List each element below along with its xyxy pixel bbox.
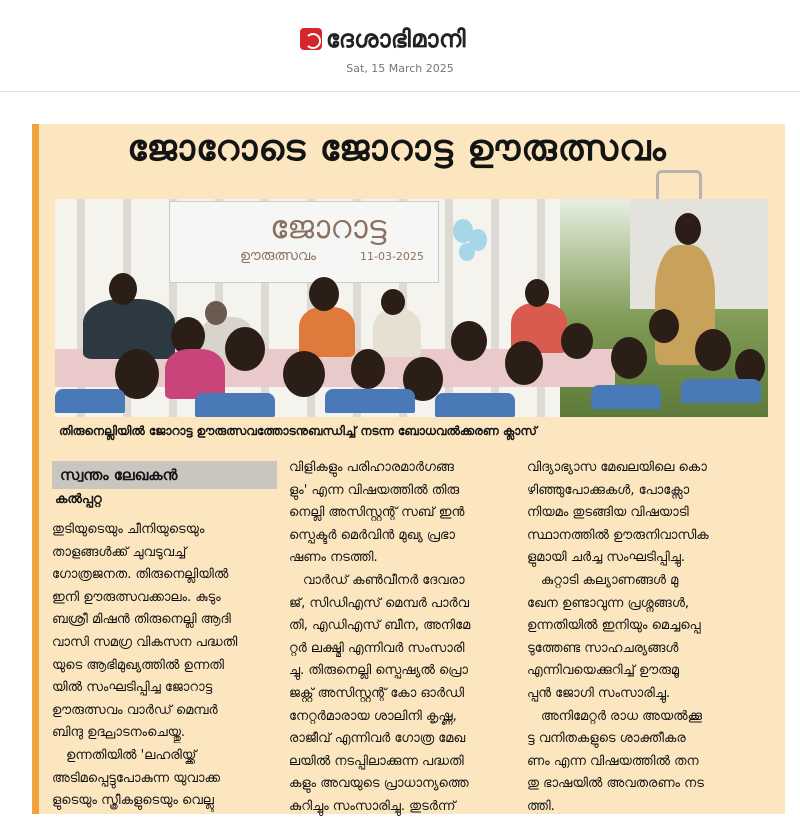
text-line: കുറ്റാടി കല്യാണങ്ങൾ മു	[541, 572, 679, 588]
text-line: താളങ്ങൾക്ക് ചുവടുവച്ച്	[52, 544, 187, 560]
person	[373, 309, 421, 357]
balloon	[459, 243, 475, 261]
text-line: ട്ട വനിതകളുടെ ശാക്തീകര	[527, 731, 686, 747]
text-line: വാർഡ് കൺവീനർ ദേവരാ	[303, 572, 465, 588]
banner-text-2: ഊരുത്സവം	[240, 248, 317, 264]
text-line: തി, എഡിഎസ് ബീന, അനിമേ	[289, 618, 471, 634]
text-line: കുറിച്ചും സംസാരിച്ചു. തുടർന്ന്	[289, 798, 456, 814]
chair	[681, 379, 761, 403]
person-head	[381, 289, 405, 315]
text-line: വാസി സമഗ്ര വികസന പദ്ധതി	[52, 634, 238, 650]
person	[299, 307, 355, 357]
text-line: അടിമപ്പെട്ടുപോകുന്ന യുവാക്ക	[52, 770, 220, 786]
text-line: ഇനി ഊരുത്സവക്കാലം. കുടും	[52, 589, 221, 605]
audience-head	[225, 327, 265, 371]
text-line: തു ഭാഷയിൽ അവതരണം നട	[527, 776, 704, 792]
text-line: പ്പൻ ജോഗി സംസാരിച്ചു.	[527, 685, 671, 701]
chair	[195, 393, 275, 417]
site-logo[interactable]	[300, 22, 466, 56]
text-line: ബശ്രീ മിഷൻ തിരുനെല്ലി ആദി	[52, 612, 231, 628]
text-line: വിളികളും പരിഹാരമാർഗങ്ങ	[289, 460, 454, 475]
site-name: ദേശാഭിമാനി	[326, 25, 466, 53]
text-line: ളുമായി ചർച്ച സംഘടിപ്പിച്ചു.	[527, 550, 686, 566]
banner-text-1: ജോറാട്ട	[270, 208, 387, 246]
text-line: ണം എന്ന വിഷയത്തിൽ തന	[527, 753, 699, 769]
text-line: ബിന്ദു ഉദ്ഘാടനംചെയ്തു.	[52, 725, 186, 741]
text-line: ഷണം നടത്തി.	[289, 550, 378, 566]
site-header	[0, 0, 800, 92]
text-line: നെല്ലി അസിസ്റ്റന്റ് സബ് ഇൻ	[289, 505, 465, 521]
banner-text-3: 11-03-2025	[360, 250, 424, 263]
publish-date: Sat, 15 March 2025	[346, 62, 454, 75]
text-line: ത്തി.	[527, 798, 555, 814]
text-line: ഗോത്രജനത. തിരുനെല്ലിയിൽ	[52, 567, 229, 583]
person-head	[525, 279, 549, 307]
text-line: സ്ഥാനത്തിൽ ഊരുനിവാസിക	[527, 527, 709, 543]
person-head	[309, 277, 339, 311]
text-line: ടുത്തേണ്ട സാഹചര്യങ്ങൾ	[527, 640, 679, 656]
chair	[591, 385, 661, 409]
article-photo[interactable]	[55, 199, 768, 417]
text-line: ഉന്നതിയിൽ 'ലഹരിയ്ക്ക്	[66, 747, 197, 763]
text-line: സ്പെക്ടർ മെർവിൻ മുഖ്യ പ്രഭാ	[289, 527, 455, 543]
text-line: കളും അവയുടെ പ്രാധാന്യത്തെ	[289, 776, 469, 792]
text-line: ഖേന ഉണ്ടാവുന്ന പ്രശ്നങ്ങൾ,	[527, 595, 690, 611]
text-line: യുടെ ആഭിമുഖ്യത്തിൽ ഉന്നതി	[52, 657, 224, 673]
chair	[325, 389, 415, 413]
text-line: ഉന്നതിയിൽ ഇനിയും മെച്ചപ്പെ	[527, 618, 701, 634]
chair	[435, 393, 515, 417]
byline: സ്വന്തം ലേഖകൻ	[52, 461, 277, 489]
logo-icon	[300, 28, 322, 50]
text-line: നിയമം തുടങ്ങിയ വിഷയാടി	[527, 505, 689, 521]
article-column-1	[52, 519, 278, 813]
audience-head	[283, 351, 325, 397]
dateline-place: കൽപ്പറ്റ	[55, 492, 102, 507]
audience-member	[165, 349, 225, 399]
person-head	[109, 273, 137, 305]
text-line: ഴിഞ്ഞുപോക്കുകൾ, പോക്സോ	[527, 482, 690, 498]
audience-head	[451, 321, 487, 361]
text-line: ഊരുത്സവം വാർഡ് മെമ്പർ	[52, 702, 218, 718]
text-line: ളും' എന്ന വിഷയത്തിൽ തിരു	[289, 482, 460, 498]
header-divider	[0, 91, 800, 92]
person-head	[675, 213, 701, 245]
photo-banner	[169, 201, 439, 283]
text-line: എന്നിവയെക്കുറിച്ച് ഊരുമൂ	[527, 663, 680, 679]
chair	[55, 389, 125, 413]
text-line: ജക്റ്റ് അസിസ്റ്റന്റ് കോ ഓർഡി	[289, 685, 465, 701]
audience-head	[611, 337, 647, 379]
text-line: യിൽ സംഘടിപ്പിച്ച ജോറാട്ട	[52, 680, 213, 696]
photo-caption: തിരുനെല്ലിയിൽ ജോറാട്ട ഊരുത്സവത്തോടനുബന്ധിച്ച് നടന്ന ബോധവൽക്കരണ ക്ലാസ്	[59, 424, 537, 438]
text-line: ജ്, സിഡിഎസ് മെമ്പർ പാർവ	[289, 595, 470, 611]
audience-head	[351, 349, 385, 389]
text-line: ച്ചു. തിരുനെല്ലി സ്പെഷ്യൽ പ്രൊ	[289, 663, 468, 679]
article-headline: ജോറോടെ ജോറാട്ട ഊരുത്സവം	[127, 128, 667, 169]
audience-head	[695, 329, 731, 371]
text-line: ലയിൽ നടപ്പിലാക്കുന്ന പദ്ധതി	[289, 753, 464, 769]
text-line: വിദ്യാഭ്യാസ മേഖലയിലെ കൊ	[527, 460, 707, 475]
audience-head	[649, 309, 679, 343]
text-line: റ്റർ ലക്ഷ്മി എന്നിവർ സംസാരി	[289, 640, 465, 656]
text-line: ളുടെയും സ്ത്രീകളുടെയും വെല്ലു	[52, 793, 214, 809]
person-head	[205, 301, 227, 325]
audience-head	[505, 341, 543, 385]
article-column-3	[527, 457, 753, 819]
text-line: രാജീവ് എന്നിവർ ഗോത്ര മേഖ	[289, 731, 466, 747]
article-column-2	[289, 457, 511, 819]
text-line: നേറ്റർമാരായ ശാലിനി കൃഷ്ണ,	[289, 708, 457, 724]
text-line: തുടിയുടെയും ചീനിയുടെയും	[52, 522, 205, 537]
text-line: അനിമേറ്റർ രാധ അയൽക്കൂ	[541, 708, 702, 724]
audience-head	[561, 323, 593, 359]
